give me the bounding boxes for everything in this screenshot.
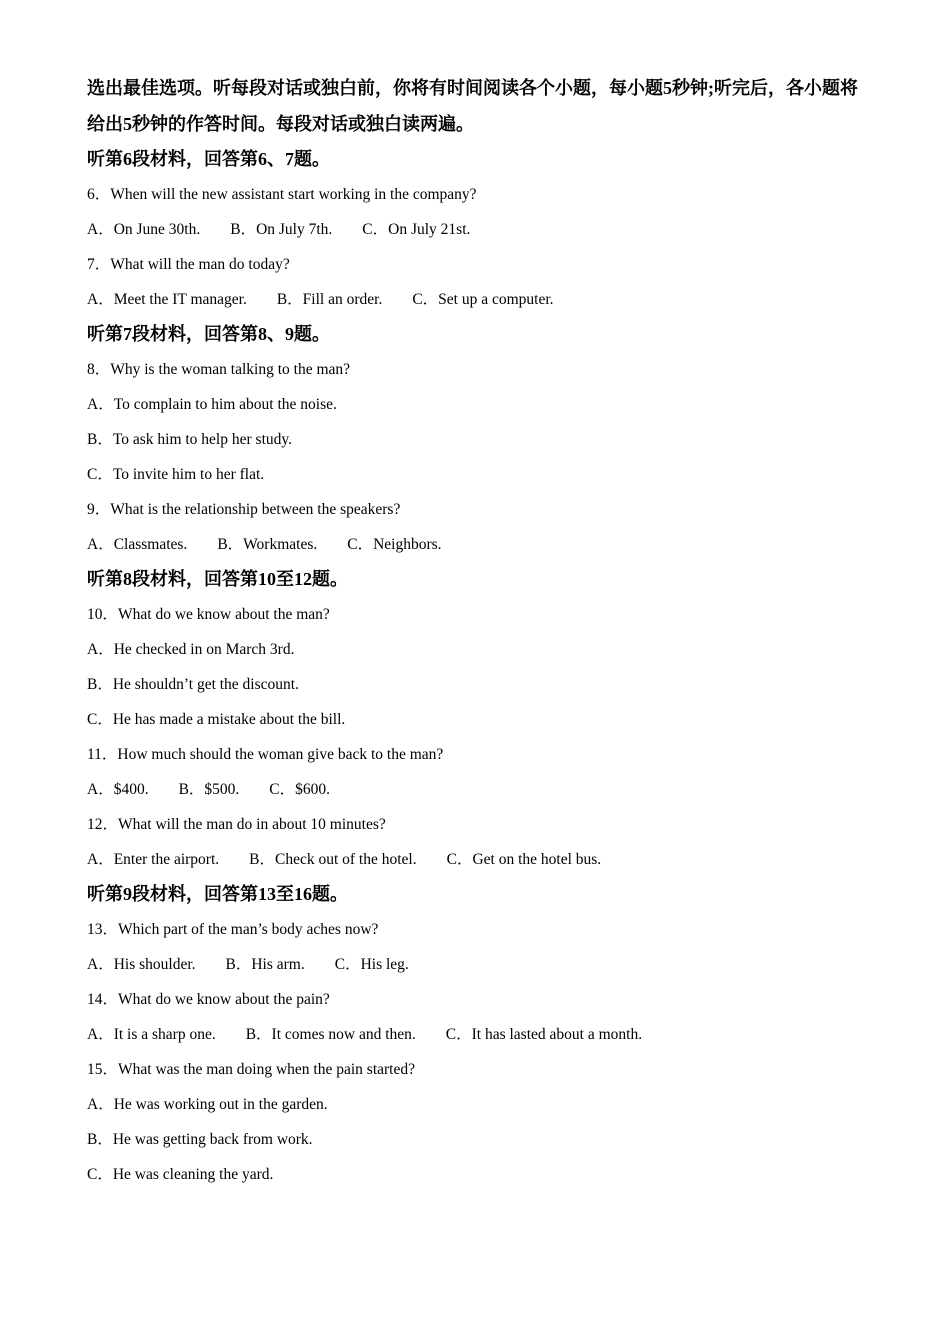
answer-option: B．To ask him to help her study. xyxy=(87,431,292,448)
answer-option: B．He shouldn’t get the discount. xyxy=(87,676,299,693)
answer-option: A．$400. xyxy=(87,781,149,798)
answer-option: C．Set up a computer. xyxy=(412,291,554,308)
section-heading: 听第9段材料，回答第13至16题。 xyxy=(87,884,348,904)
answer-option: B．Check out of the hotel. xyxy=(249,851,417,868)
question-stem: 11．How much should the woman give back to the man? xyxy=(87,746,444,763)
answer-option: C．Get on the hotel bus. xyxy=(446,851,602,868)
answer-option: C．His leg. xyxy=(334,956,409,973)
question-stem: 9．What is the relationship between the speakers? xyxy=(87,501,401,518)
question-stem: 7．What will the man do today? xyxy=(87,256,290,273)
answer-option: A．He checked in on March 3rd. xyxy=(87,641,295,658)
question-sections xyxy=(87,142,867,1192)
option-row xyxy=(87,212,867,247)
answer-option: C．He was cleaning the yard. xyxy=(87,1166,274,1183)
answer-option: A．On June 30th. xyxy=(87,221,201,238)
answer-option: A．Enter the airport. xyxy=(87,851,220,868)
exam-page xyxy=(87,70,867,1192)
question-stem: 10．What do we know about the man? xyxy=(87,606,330,623)
section-heading: 听第8段材料，回答第10至12题。 xyxy=(87,569,348,589)
answer-option: B．$500. xyxy=(178,781,240,798)
answer-option: C．Neighbors. xyxy=(347,536,442,553)
question-stem: 13．Which part of the man’s body aches now? xyxy=(87,921,379,938)
question-stem: 12．What will the man do in about 10 minutes? xyxy=(87,816,386,833)
answer-option: A．Meet the IT manager. xyxy=(87,291,247,308)
option-row xyxy=(87,842,867,877)
answer-option: A．It is a sharp one. xyxy=(87,1026,216,1043)
option-row xyxy=(87,527,867,562)
answer-option: C．On July 21st. xyxy=(362,221,471,238)
option-row xyxy=(87,947,867,982)
answer-option: B．Workmates. xyxy=(217,536,318,553)
answer-option: B．On July 7th. xyxy=(230,221,333,238)
answer-option: A．He was working out in the garden. xyxy=(87,1096,328,1113)
option-row xyxy=(87,282,867,317)
option-row xyxy=(87,772,867,807)
answer-option: C．$600. xyxy=(269,781,331,798)
question-stem: 15．What was the man doing when the pain started? xyxy=(87,1061,415,1078)
instructions: 选出最佳选项。听每段对话或独白前，你将有时间阅读各个小题，每小题5秒钟;听完后，各小题将给出5秒钟的作答时间。每段对话或独白读两遍。 xyxy=(87,78,858,134)
answer-option: C．It has lasted about a month. xyxy=(445,1026,643,1043)
question-stem: 6．When will the new assistant start working in the company? xyxy=(87,186,477,203)
question-stem: 8．Why is the woman talking to the man? xyxy=(87,361,351,378)
answer-option: B．His arm. xyxy=(225,956,305,973)
answer-option: A．Classmates. xyxy=(87,536,188,553)
option-row xyxy=(87,1017,867,1052)
answer-option: A．His shoulder. xyxy=(87,956,196,973)
answer-option: C．To invite him to her flat. xyxy=(87,466,265,483)
answer-option: B．Fill an order. xyxy=(276,291,383,308)
question-stem: 14．What do we know about the pain? xyxy=(87,991,330,1008)
section-heading: 听第6段材料，回答第6、7题。 xyxy=(87,149,330,169)
answer-option: A．To complain to him about the noise. xyxy=(87,396,337,413)
section-heading: 听第7段材料，回答第8、9题。 xyxy=(87,324,330,344)
answer-option: B．He was getting back from work. xyxy=(87,1131,313,1148)
answer-option: B．It comes now and then. xyxy=(245,1026,416,1043)
answer-option: C．He has made a mistake about the bill. xyxy=(87,711,346,728)
